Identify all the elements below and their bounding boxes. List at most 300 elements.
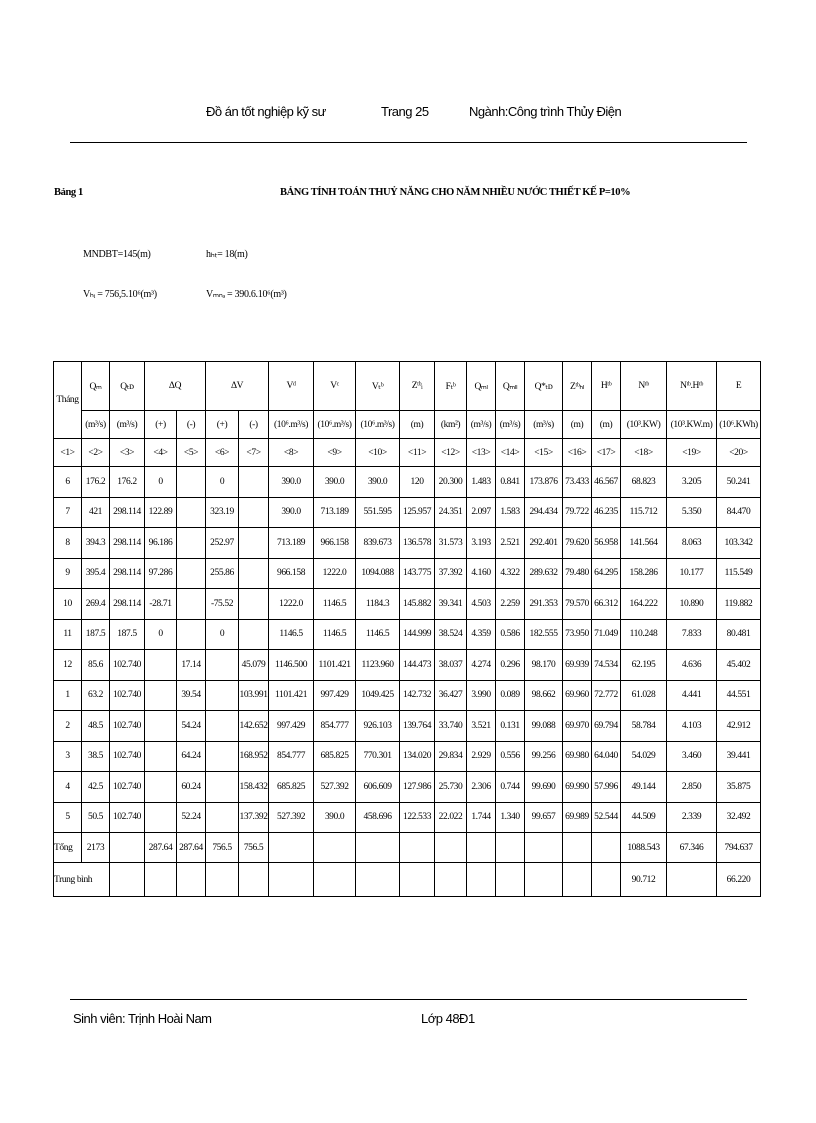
table-cell: 4.322: [496, 558, 525, 589]
table-cell: [563, 833, 592, 863]
table-cell: [206, 711, 239, 742]
table-cell: 99.657: [525, 802, 563, 833]
table-row: [54, 497, 761, 528]
table-cell: [563, 863, 592, 897]
table-cell: 421: [82, 497, 110, 528]
table-cell: 390.0: [269, 497, 314, 528]
table-cell: [206, 772, 239, 803]
table-cell: 61.028: [621, 680, 667, 711]
table-cell: 64.24: [177, 741, 206, 772]
table-cell: 770.301: [356, 741, 400, 772]
table-cell: 69.990: [563, 772, 592, 803]
table-cell: 713.189: [314, 497, 356, 528]
table-cell: 0: [206, 619, 239, 650]
table-cell: 287.64: [145, 833, 177, 863]
table-cell: 42.912: [717, 711, 761, 742]
table-cell: [239, 619, 269, 650]
table-cell: 79.722: [563, 497, 592, 528]
table-cell: [145, 802, 177, 833]
col-thang: Tháng: [54, 362, 82, 439]
table-cell: 54.24: [177, 711, 206, 742]
table-row: [54, 741, 761, 772]
table-cell: 390.0: [314, 467, 356, 498]
table-cell: 44.509: [621, 802, 667, 833]
table-cell: -75.52: [206, 589, 239, 620]
table-cell: 99.256: [525, 741, 563, 772]
table-cell: 6: [54, 467, 82, 498]
table-cell: 96.186: [145, 528, 177, 559]
table-cell: 143.775: [400, 558, 435, 589]
table-cell: 289.632: [525, 558, 563, 589]
table-cell: 966.158: [314, 528, 356, 559]
table-cell: [239, 528, 269, 559]
table-cell: [356, 833, 400, 863]
table-cell: 298.114: [110, 558, 145, 589]
table-cell: [177, 497, 206, 528]
table-cell: 68.823: [621, 467, 667, 498]
col-symbol: Hᵗᵇ: [592, 362, 621, 411]
table-cell: 74.534: [592, 650, 621, 681]
table-cell: 60.24: [177, 772, 206, 803]
table-cell: 44.551: [717, 680, 761, 711]
table-cell: 35.875: [717, 772, 761, 803]
col-unit: (m³/s): [525, 411, 563, 439]
table-cell: 606.609: [356, 772, 400, 803]
table-cell: 103.342: [717, 528, 761, 559]
table-cell: 187.5: [110, 619, 145, 650]
footer-rule: [70, 999, 747, 1000]
average-row: [54, 863, 761, 897]
table-cell: 713.189: [269, 528, 314, 559]
table-cell: 158.286: [621, 558, 667, 589]
table-cell: 2.339: [667, 802, 717, 833]
table-cell: 84.470: [717, 497, 761, 528]
table-cell: 69.970: [563, 711, 592, 742]
col-unit: (m): [400, 411, 435, 439]
table-cell: 5: [54, 802, 82, 833]
table-cell: 80.481: [717, 619, 761, 650]
table-cell: [435, 833, 467, 863]
table-cell: 2173: [82, 833, 110, 863]
col-index: <13>: [467, 439, 496, 467]
table-cell: [145, 741, 177, 772]
col-symbol: Q*ₜᴅ: [525, 362, 563, 411]
table-cell: 292.401: [525, 528, 563, 559]
table-cell: 139.764: [400, 711, 435, 742]
table-cell: 9: [54, 558, 82, 589]
table-cell: 4.359: [467, 619, 496, 650]
col-symbol: Nᵗᵇ.Hᵗᵇ: [667, 362, 717, 411]
table-cell: 99.088: [525, 711, 563, 742]
table-cell: 685.825: [269, 772, 314, 803]
col-symbol: Qₘₗₗ: [496, 362, 525, 411]
table-row: [54, 802, 761, 833]
col-symbol: Qₘ: [82, 362, 110, 411]
table-cell: 38.5: [82, 741, 110, 772]
table-cell: 8.063: [667, 528, 717, 559]
param-vmnc: Vₘₙₔ = 390.6.10⁶(m³): [206, 289, 287, 300]
table-cell: 64.040: [592, 741, 621, 772]
table-cell: 79.570: [563, 589, 592, 620]
table-cell: 20.300: [435, 467, 467, 498]
table-cell: 3: [54, 741, 82, 772]
table-cell: 142.732: [400, 680, 435, 711]
table-cell: 97.286: [145, 558, 177, 589]
col-index: <20>: [717, 439, 761, 467]
table-cell: 144.473: [400, 650, 435, 681]
table-cell: 69.989: [563, 802, 592, 833]
table-cell: 5.350: [667, 497, 717, 528]
col-symbol: Vᶜ: [314, 362, 356, 411]
col-symbol: Zᵗᵇₕₗ: [563, 362, 592, 411]
table-row: [54, 589, 761, 620]
table-cell: 839.673: [356, 528, 400, 559]
table-cell: 158.432: [239, 772, 269, 803]
table-cell: 0.131: [496, 711, 525, 742]
table-cell: [592, 833, 621, 863]
table-cell: 2.259: [496, 589, 525, 620]
table-cell: 1146.5: [269, 619, 314, 650]
col-index: <14>: [496, 439, 525, 467]
col-index: <16>: [563, 439, 592, 467]
col-index: <1>: [54, 439, 82, 467]
table-cell: 17.14: [177, 650, 206, 681]
table-cell: 0.296: [496, 650, 525, 681]
table-cell: 12: [54, 650, 82, 681]
table-cell: 7: [54, 497, 82, 528]
table-cell: 36.427: [435, 680, 467, 711]
col-index: <17>: [592, 439, 621, 467]
table-cell: 0.089: [496, 680, 525, 711]
table-cell: [496, 833, 525, 863]
table-cell: [110, 863, 145, 897]
table-row: [54, 528, 761, 559]
table-cell: [206, 680, 239, 711]
table-cell: 24.351: [435, 497, 467, 528]
col-symbol: Vᵈ: [269, 362, 314, 411]
table-cell: [239, 863, 269, 897]
table-cell: 73.433: [563, 467, 592, 498]
table-cell: 2: [54, 711, 82, 742]
table-cell: 66.312: [592, 589, 621, 620]
table-cell: 4.503: [467, 589, 496, 620]
table-cell: 997.429: [314, 680, 356, 711]
table-cell: 3.193: [467, 528, 496, 559]
col-index: <7>: [239, 439, 269, 467]
table-cell: 176.2: [110, 467, 145, 498]
table-cell: 103.991: [239, 680, 269, 711]
table-cell: 66.220: [717, 863, 761, 897]
table-cell: 102.740: [110, 650, 145, 681]
table-row: [54, 467, 761, 498]
col-symbol: ΔQ: [145, 362, 206, 411]
table-cell: 49.144: [621, 772, 667, 803]
table-cell: 122.533: [400, 802, 435, 833]
col-symbol: ΔV: [206, 362, 269, 411]
table-cell: 58.784: [621, 711, 667, 742]
table-cell: 1.744: [467, 802, 496, 833]
table-cell: 4.636: [667, 650, 717, 681]
table-cell: 79.480: [563, 558, 592, 589]
table-cell: 115.712: [621, 497, 667, 528]
table-cell: [239, 558, 269, 589]
table-cell: 3.990: [467, 680, 496, 711]
table-cell: [496, 863, 525, 897]
table-cell: 144.999: [400, 619, 435, 650]
doc-title: Đồ án tốt nghiệp kỹ sư: [206, 104, 326, 119]
col-index: <15>: [525, 439, 563, 467]
col-unit: (m³/s): [82, 411, 110, 439]
table-cell: 794.637: [717, 833, 761, 863]
col-index: <8>: [269, 439, 314, 467]
table-cell: 298.114: [110, 528, 145, 559]
table-cell: [269, 863, 314, 897]
table-cell: 0: [145, 467, 177, 498]
table-cell: 926.103: [356, 711, 400, 742]
table-cell: 62.195: [621, 650, 667, 681]
class-name: Lớp 48Đ1: [421, 1011, 475, 1026]
table-cell: 45.079: [239, 650, 269, 681]
table-title: BẢNG TÍNH TOÁN THUỶ NĂNG CHO NĂM NHIỀU NƯỚC THIẾT KẾ P=10%: [280, 187, 631, 198]
table-cell: 98.662: [525, 680, 563, 711]
table-cell: [177, 467, 206, 498]
col-index: <3>: [110, 439, 145, 467]
table-cell: 42.5: [82, 772, 110, 803]
table-cell: [145, 711, 177, 742]
table-cell: 527.392: [314, 772, 356, 803]
table-cell: 10: [54, 589, 82, 620]
table-cell: [177, 589, 206, 620]
table-row: [54, 680, 761, 711]
table-cell: 38.524: [435, 619, 467, 650]
col-unit: (+): [206, 411, 239, 439]
col-index: <2>: [82, 439, 110, 467]
table-cell: [110, 833, 145, 863]
table-cell: [239, 467, 269, 498]
table-cell: 50.5: [82, 802, 110, 833]
table-cell: 85.6: [82, 650, 110, 681]
table-cell: [269, 833, 314, 863]
table-cell: [145, 650, 177, 681]
table-cell: 110.248: [621, 619, 667, 650]
table-cell: 966.158: [269, 558, 314, 589]
table-cell: 854.777: [269, 741, 314, 772]
table-cell: 37.392: [435, 558, 467, 589]
table-cell: 50.241: [717, 467, 761, 498]
table-cell: 57.996: [592, 772, 621, 803]
table-cell: [145, 772, 177, 803]
col-unit: (10⁶.m³/s): [269, 411, 314, 439]
table-cell: 1146.5: [314, 589, 356, 620]
table-cell: 4.274: [467, 650, 496, 681]
table-cell: 291.353: [525, 589, 563, 620]
table-cell: 31.573: [435, 528, 467, 559]
table-cell: 102.740: [110, 802, 145, 833]
table-cell: [525, 833, 563, 863]
table-cell: 46.235: [592, 497, 621, 528]
param-vhi: Vₕᵢ = 756,5.10⁶(m³): [83, 289, 157, 300]
table-cell: 298.114: [110, 497, 145, 528]
table-cell: 137.392: [239, 802, 269, 833]
table-cell: 69.794: [592, 711, 621, 742]
table-cell: 64.295: [592, 558, 621, 589]
col-index: <11>: [400, 439, 435, 467]
table-cell: 269.4: [82, 589, 110, 620]
table-row: [54, 711, 761, 742]
table-cell: 187.5: [82, 619, 110, 650]
table-cell: 1222.0: [314, 558, 356, 589]
table-cell: 458.696: [356, 802, 400, 833]
table-cell: 122.89: [145, 497, 177, 528]
table-cell: [239, 497, 269, 528]
col-symbol: Nᵗᵇ: [621, 362, 667, 411]
table-cell: 4.160: [467, 558, 496, 589]
table-cell: 125.957: [400, 497, 435, 528]
table-cell: 25.730: [435, 772, 467, 803]
param-mndbt: MNDBT=145(m): [83, 249, 151, 260]
table-cell: 102.740: [110, 772, 145, 803]
table-cell: 997.429: [269, 711, 314, 742]
table-cell: 2.097: [467, 497, 496, 528]
table-cell: [206, 802, 239, 833]
table-cell: 1094.088: [356, 558, 400, 589]
table-cell: [206, 650, 239, 681]
table-cell: 54.029: [621, 741, 667, 772]
table-cell: 22.022: [435, 802, 467, 833]
table-cell: [314, 863, 356, 897]
table-row: [54, 772, 761, 803]
table-cell: 395.4: [82, 558, 110, 589]
table-cell: 182.555: [525, 619, 563, 650]
table-cell: 0: [206, 467, 239, 498]
table-cell: 45.402: [717, 650, 761, 681]
col-symbol: Vₜᵇ: [356, 362, 400, 411]
table-cell: 39.441: [717, 741, 761, 772]
table-cell: 71.049: [592, 619, 621, 650]
table-cell: 79.620: [563, 528, 592, 559]
header-rule: [70, 142, 747, 143]
table-cell: 756.5: [206, 833, 239, 863]
table-cell: 39.54: [177, 680, 206, 711]
col-unit: (m): [563, 411, 592, 439]
table-cell: [400, 833, 435, 863]
table-cell: 323.19: [206, 497, 239, 528]
table-cell: 8: [54, 528, 82, 559]
table-cell: 39.341: [435, 589, 467, 620]
table-cell: 551.595: [356, 497, 400, 528]
table-cell: 102.740: [110, 711, 145, 742]
table-cell: 0.556: [496, 741, 525, 772]
table-cell: 756.5: [239, 833, 269, 863]
table-cell: 1184.3: [356, 589, 400, 620]
table-cell: 1146.5: [314, 619, 356, 650]
col-index: <10>: [356, 439, 400, 467]
table-cell: 0.586: [496, 619, 525, 650]
table-cell: 120: [400, 467, 435, 498]
table-cell: 63.2: [82, 680, 110, 711]
table-cell: 685.825: [314, 741, 356, 772]
table-cell: 145.882: [400, 589, 435, 620]
col-index: <5>: [177, 439, 206, 467]
table-cell: [145, 863, 177, 897]
total-row: [54, 833, 761, 863]
col-unit: (10³.KW.m): [667, 411, 717, 439]
table-cell: -28.71: [145, 589, 177, 620]
table-cell: 1123.960: [356, 650, 400, 681]
table-cell: 164.222: [621, 589, 667, 620]
table-cell: 4: [54, 772, 82, 803]
table-cell: 390.0: [269, 467, 314, 498]
table-cell: 69.960: [563, 680, 592, 711]
table-cell: 119.882: [717, 589, 761, 620]
col-symbol: Qₜᴅ: [110, 362, 145, 411]
table-row: [54, 558, 761, 589]
table-cell: 73.950: [563, 619, 592, 650]
table-cell: 10.177: [667, 558, 717, 589]
page-number: Trang 25: [381, 104, 429, 119]
col-unit: (10⁶.KWh): [717, 411, 761, 439]
table-cell: 46.567: [592, 467, 621, 498]
col-symbol: Qₘₗ: [467, 362, 496, 411]
table-cell: [239, 589, 269, 620]
table-cell: Trung bình: [54, 863, 110, 897]
table-cell: [467, 863, 496, 897]
col-index: <18>: [621, 439, 667, 467]
hydro-power-table: [53, 361, 761, 897]
table-cell: 67.346: [667, 833, 717, 863]
table-cell: 1101.421: [269, 680, 314, 711]
table-cell: 3.205: [667, 467, 717, 498]
table-cell: 1146.500: [269, 650, 314, 681]
table-cell: [177, 619, 206, 650]
table-cell: [177, 528, 206, 559]
col-unit: (m³/s): [110, 411, 145, 439]
col-index: <4>: [145, 439, 177, 467]
table-cell: [145, 680, 177, 711]
table-cell: Tổng: [54, 833, 82, 863]
col-unit: (-): [239, 411, 269, 439]
table-cell: 394.3: [82, 528, 110, 559]
table-cell: 298.114: [110, 589, 145, 620]
table-cell: 3.460: [667, 741, 717, 772]
col-symbol: Fₜᵇ: [435, 362, 467, 411]
col-unit: (-): [177, 411, 206, 439]
table-cell: 1088.543: [621, 833, 667, 863]
col-unit: (10⁶.m³/s): [356, 411, 400, 439]
table-cell: 176.2: [82, 467, 110, 498]
table-cell: 390.0: [356, 467, 400, 498]
col-unit: (m³/s): [467, 411, 496, 439]
table-cell: 72.772: [592, 680, 621, 711]
table-cell: [206, 863, 239, 897]
table-cell: 4.441: [667, 680, 717, 711]
table-cell: 2.929: [467, 741, 496, 772]
table-cell: 0.841: [496, 467, 525, 498]
student-name: Sinh viên: Trịnh Hoài Nam: [73, 1011, 212, 1026]
table-cell: 287.64: [177, 833, 206, 863]
table-cell: 252.97: [206, 528, 239, 559]
table-row: [54, 650, 761, 681]
table-cell: 52.544: [592, 802, 621, 833]
col-unit: (m³/s): [496, 411, 525, 439]
col-index: <9>: [314, 439, 356, 467]
major-name: Ngành:Công trình Thủy Điện: [469, 104, 622, 119]
table-cell: [467, 833, 496, 863]
table-cell: 115.549: [717, 558, 761, 589]
table-cell: 1146.5: [356, 619, 400, 650]
table-cell: 1222.0: [269, 589, 314, 620]
col-symbol: E: [717, 362, 761, 411]
